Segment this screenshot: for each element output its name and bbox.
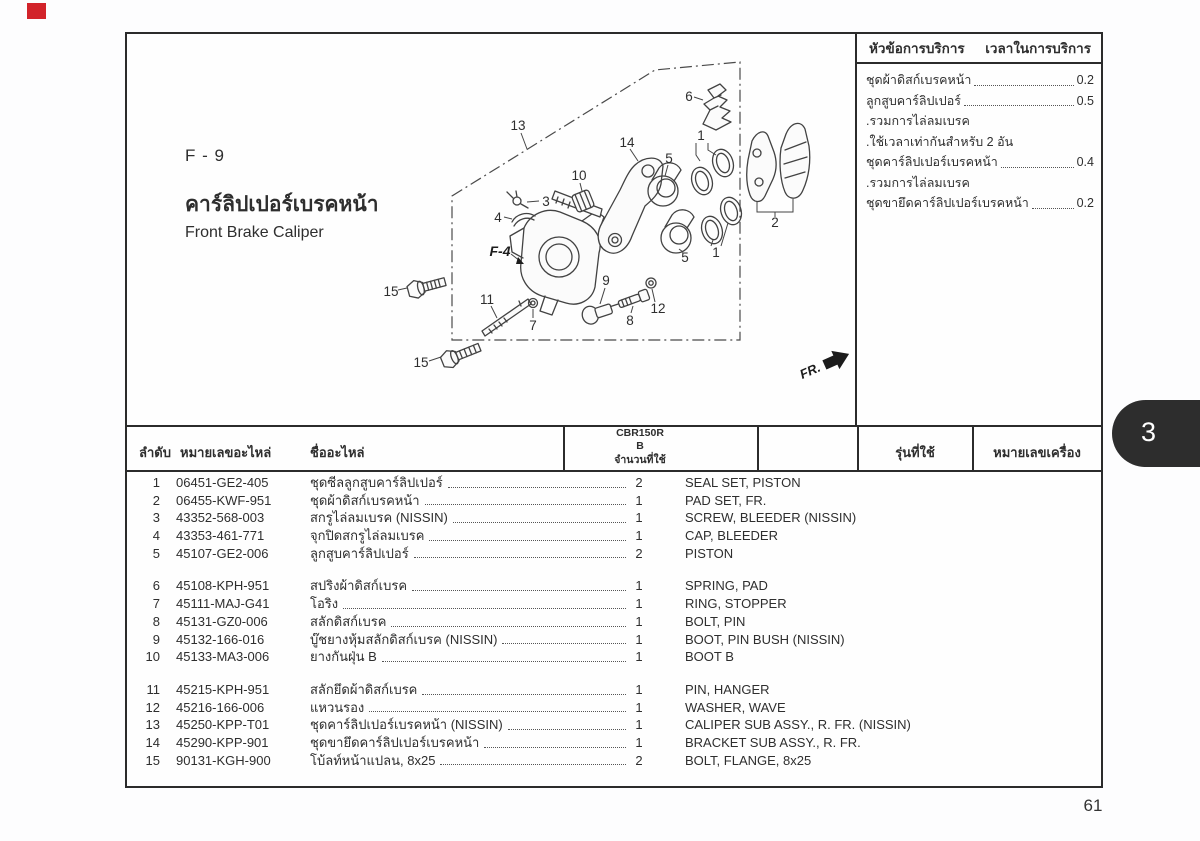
piston-seals (688, 147, 745, 247)
leader-dots (440, 764, 626, 765)
callout-14: 14 (619, 135, 635, 150)
callout-3: 3 (542, 194, 550, 209)
row-name-english: BOLT, PIN (685, 613, 746, 629)
flange-bolt-upper (406, 273, 447, 300)
row-qty: 1 (635, 596, 643, 612)
table-row (138, 492, 1100, 510)
caliper-body (510, 210, 604, 315)
page-number: 61 (1083, 796, 1103, 815)
col-header-qty: CBR150R B จำนวนที่ใช้ (614, 427, 666, 466)
col-header-model: รุ่นที่ใช้ (895, 445, 935, 460)
row-name-english: BOLT, FLANGE, 8x25 (685, 752, 812, 768)
pad-spring (703, 84, 731, 130)
row-qty: 1 (635, 510, 643, 526)
row-name-thai: บู๊ชยางหุ้มสลักดิสก์เบรค (NISSIN) (310, 631, 628, 649)
service-row: .รวมการไล่ลมเบรค (866, 175, 970, 190)
row-no: 6 (152, 578, 160, 594)
exploded-parts-diagram (380, 50, 860, 405)
table-row (138, 716, 1100, 734)
row-part-number: 45132-166-016 (176, 631, 265, 647)
bleeder-screw (507, 191, 528, 208)
callout-12: 12 (650, 301, 666, 316)
leader-dots (429, 540, 626, 541)
row-qty: 2 (635, 475, 643, 490)
row-qty: 1 (635, 649, 643, 665)
row-no: 7 (152, 596, 160, 612)
row-no: 10 (145, 649, 160, 665)
row-name-thai: โอริง (310, 595, 628, 613)
leader-dots (448, 487, 626, 488)
red-corner-marker (27, 3, 46, 19)
row-qty: 1 (635, 492, 643, 508)
row-name-english: PISTON (685, 545, 734, 561)
row-qty: 1 (635, 717, 643, 733)
leader-dots (412, 590, 626, 591)
row-part-number: 90131-KGH-900 (176, 752, 271, 768)
service-row: ชุดคาร์ลิปเปอร์เบรคหน้า 0.4 (866, 155, 1094, 169)
service-topic-header: หัวข้อการบริการ (869, 41, 965, 56)
flange-bolt-lower (439, 339, 483, 371)
row-qty: 1 (635, 578, 643, 594)
callout-1: 1 (712, 245, 720, 260)
page-title-thai: คาร์ลิปเปอร์เบรคหน้า (185, 193, 379, 216)
assembly-boundary (452, 62, 740, 340)
row-name-thai: ชุดซีลลูกสูบคาร์ลิปเปอร์ (310, 474, 628, 492)
leader-dots (453, 522, 626, 523)
service-panel-header (857, 37, 1103, 62)
callout-6: 6 (685, 89, 693, 104)
row-name-thai: สปริงผ้าดิสก์เบรค (310, 577, 628, 595)
row-part-number: 45133-MA3-006 (176, 649, 270, 665)
row-no: 1 (152, 475, 160, 490)
leader-dots (425, 504, 626, 505)
service-time-header: เวลาในการบริการ (985, 41, 1091, 56)
section-code: F - 9 (185, 146, 225, 165)
leader-dots (422, 694, 626, 695)
row-qty: 1 (635, 681, 643, 697)
leader-dots (502, 643, 626, 644)
table-row (138, 681, 1100, 699)
row-no: 3 (152, 510, 160, 526)
leader-dots (1032, 208, 1074, 209)
header-separator (563, 425, 565, 472)
row-part-number: 43352-568-003 (176, 510, 265, 526)
row-name-english: BRACKET SUB ASSY., R. FR. (685, 734, 861, 750)
fr-direction-arrow (797, 345, 854, 385)
row-no: 14 (145, 734, 160, 750)
row-name-thai: สลักยึดผ้าดิสก์เบรค (310, 681, 628, 699)
callout-13: 13 (510, 118, 526, 133)
row-name-english: RING, STOPPER (685, 596, 787, 612)
header-separator (857, 425, 859, 472)
table-row (138, 648, 1100, 666)
callout-7: 7 (529, 318, 537, 333)
service-row: .รวมการไล่ลมเบรค (866, 114, 970, 128)
row-no: 9 (152, 631, 160, 647)
callout-9: 9 (602, 273, 610, 288)
row-name-thai: ชุดขายึดคาร์ลิปเปอร์เบรคหน้า (310, 734, 628, 752)
row-no: 5 (152, 545, 160, 561)
service-row: ชุดขายึดคาร์ลิปเปอร์เบรคหน้า 0.2 (866, 196, 1094, 210)
chapter-tab: 3 (1112, 400, 1200, 467)
subassembly-ref-label: F-4 (489, 243, 511, 259)
row-name-english: SEAL SET, PISTON (685, 475, 801, 490)
leader-dots (484, 747, 626, 748)
row-no: 2 (152, 492, 160, 508)
row-name-english: CALIPER SUB ASSY., R. FR. (NISSIN) (685, 717, 911, 733)
row-part-number: 06455-KWF-951 (176, 492, 272, 508)
header-separator (757, 425, 759, 472)
page-title-english: Front Brake Caliper (185, 224, 324, 241)
row-name-english: PAD SET, FR. (685, 492, 767, 508)
row-no: 15 (145, 752, 160, 768)
wave-washer (646, 278, 656, 288)
leader-dots (1001, 167, 1074, 168)
row-qty: 1 (635, 734, 643, 750)
table-row (138, 527, 1100, 545)
row-qty: 1 (635, 699, 643, 715)
row-name-thai: สลักดิสก์เบรค (310, 613, 628, 631)
service-panel-body (866, 70, 1094, 214)
callout-11: 11 (479, 292, 495, 307)
row-part-number: 45108-KPH-951 (176, 578, 270, 594)
row-no: 12 (145, 699, 160, 715)
row-name-thai: แหวนรอง (310, 699, 628, 717)
row-name-thai: จุกปิดสกรูไล่ลมเบรค (310, 527, 628, 545)
row-part-number: 43353-461-771 (176, 528, 265, 544)
service-row: .ใช้เวลาเท่ากันสำหรับ 2 อัน (866, 134, 1014, 149)
row-no: 8 (152, 613, 160, 629)
row-qty: 2 (635, 752, 643, 768)
callout-2: 2 (771, 215, 779, 230)
row-part-number: 45107-GE2-006 (176, 545, 269, 561)
row-part-number: 06451-GE2-405 (176, 475, 269, 490)
service-row: ชุดผ้าดิสก์เบรคหน้า 0.2 (866, 73, 1094, 87)
col-header-serial: หมายเลขเครื่อง (993, 445, 1081, 460)
table-row (138, 595, 1100, 613)
row-qty: 1 (635, 613, 643, 629)
bolt-pin-part (617, 289, 650, 310)
row-name-thai: สกรูไล่ลมเบรค (NISSIN) (310, 509, 628, 527)
callout-15: 15 (383, 284, 399, 299)
leader-dots (391, 626, 626, 627)
row-no: 4 (152, 528, 160, 544)
parts-table (138, 474, 1100, 769)
leader-dots (974, 85, 1073, 86)
table-row (138, 613, 1100, 631)
leader-dots (964, 105, 1074, 106)
table-row (138, 474, 1100, 492)
service-row: ลูกสูบคาร์ลิปเปอร์ 0.5 (866, 93, 1094, 108)
brake-pads (747, 123, 810, 201)
leader-dots (382, 661, 626, 662)
table-row (138, 577, 1100, 595)
col-header-no: ลำดับ (139, 445, 171, 460)
row-name-english: SCREW, BLEEDER (NISSIN) (685, 510, 857, 526)
row-name-thai: ชุดผ้าดิสก์เบรคหน้า (310, 492, 628, 510)
callout-10: 10 (571, 168, 587, 183)
row-part-number: 45216-166-006 (176, 699, 265, 715)
row-name-english: WASHER, WAVE (685, 699, 786, 715)
callout-5: 5 (681, 250, 689, 265)
leader-dots (414, 557, 626, 558)
row-qty: 1 (635, 631, 643, 647)
col-header-part-name: ชื่ออะไหล่ (310, 445, 365, 460)
row-part-number: 45111-MAJ-G41 (176, 596, 270, 612)
callout-4: 4 (494, 210, 502, 225)
callout-8: 8 (626, 313, 634, 328)
row-name-thai: ลูกสูบคาร์ลิปเปอร์ (310, 545, 628, 563)
leader-dots (343, 608, 626, 609)
row-name-english: CAP, BLEEDER (685, 528, 778, 544)
row-name-english: BOOT B (685, 649, 734, 665)
row-name-english: PIN, HANGER (685, 681, 770, 697)
row-part-number: 45131-GZ0-006 (176, 613, 268, 629)
row-qty: 2 (635, 545, 643, 561)
table-row (138, 545, 1100, 563)
row-part-number: 45215-KPH-951 (176, 681, 270, 697)
row-part-number: 45290-KPP-901 (176, 734, 269, 750)
row-name-thai: ยางกันฝุ่น B (310, 648, 628, 666)
table-row (138, 631, 1100, 649)
table-row (138, 699, 1100, 717)
row-part-number: 45250-KPP-T01 (176, 717, 270, 733)
col-header-part-number: หมายเลขอะไหล่ (180, 445, 272, 460)
service-header-rule (857, 62, 1103, 64)
fr-label: FR. (797, 359, 823, 382)
row-no: 13 (145, 717, 160, 733)
table-row (138, 752, 1100, 770)
row-no: 11 (146, 681, 160, 697)
leader-dots (369, 711, 626, 712)
row-qty: 1 (635, 528, 643, 544)
callout-1: 1 (697, 128, 705, 143)
row-name-english: SPRING, PAD (685, 578, 768, 594)
row-name-thai: ชุดคาร์ลิปเปอร์เบรคหน้า (NISSIN) (310, 716, 628, 734)
table-header-rule (127, 470, 1103, 472)
row-name-thai: โบ้ลท์หน้าแปลน, 8x25 (310, 752, 628, 770)
callout-15: 15 (413, 355, 429, 370)
leader-dots (508, 729, 626, 730)
row-name-english: BOOT, PIN BUSH (NISSIN) (685, 631, 845, 647)
callout-5: 5 (665, 151, 673, 166)
table-row (138, 734, 1100, 752)
piston-b (661, 210, 694, 253)
table-row (138, 509, 1100, 527)
